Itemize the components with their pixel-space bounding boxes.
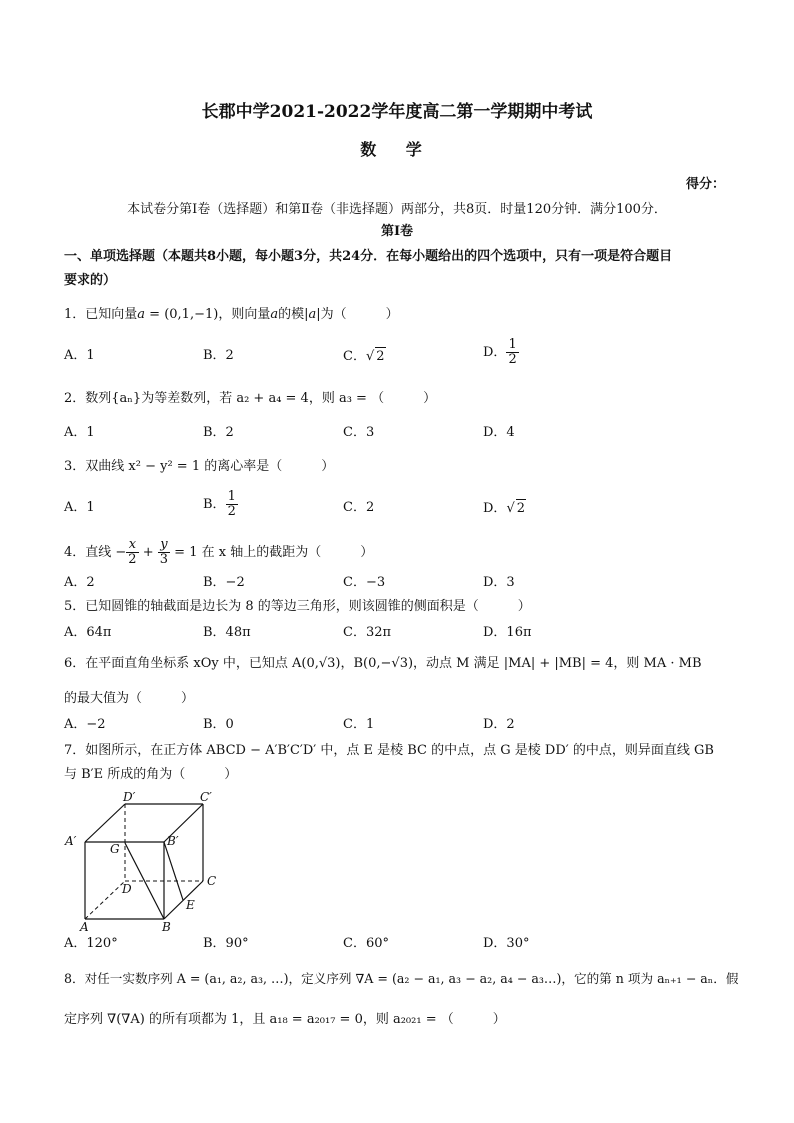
q6-option-b[interactable]: B．0 [203,717,234,732]
q1-option-d-label: D． [483,345,507,360]
q7-option-c[interactable]: C．60° [343,936,389,951]
q1-option-d[interactable] [483,338,519,367]
q6-option-c[interactable]: C．1 [343,717,375,732]
label-c: C [207,874,217,888]
q4-fraction-y-numerator: y [158,538,170,553]
q3-option-b-label: B． [203,497,226,512]
q1-equation: = (0,1,−1)，则向量 [145,307,271,322]
q1-vector-a: a [137,307,146,322]
q5-option-b[interactable]: B．48π [203,625,251,640]
question-8-line2: 定序列 ∇(∇A) 的所有项都为 1，且 a₁₈ = a₂₀₁₇ = 0，则 a₂₀₂₁ = （ ） [64,1012,506,1027]
q4-fraction-y-denominator: 3 [159,552,169,567]
question-7-line2: 与 B′E 所成的角为（ ） [64,767,238,782]
label-c1: C′ [200,790,212,804]
q5-option-c[interactable]: C．32π [343,625,392,640]
q4-option-c[interactable]: C．−3 [343,575,386,590]
segment-g-b [125,843,164,919]
q4-fraction-x [126,538,138,567]
q1-option-c-label: C． [343,349,366,364]
question-4 [64,538,373,567]
question-3: 3．双曲线 x² − y² = 1 的离心率是（ ） [64,459,335,474]
q3-option-b-fraction [226,490,238,519]
section-heading-line1: 一、单项选择题（本题共8小题，每小题3分，共24分．在每小题给出的四个选项中，只有一项是符合题目 [64,249,673,264]
question-2: 2．数列{aₙ}为等差数列，若 a₂ + a₄ = 4，则 a₃ = （ ） [64,391,437,406]
label-g: G [110,842,120,856]
edge-a-d-hidden [85,881,125,919]
label-a: A [80,920,89,932]
q5-option-a[interactable]: A．64π [64,625,112,640]
q3-option-d-label: D． [483,501,507,516]
question-7-line1: 7．如图所示，在正方体 ABCD − A′B′C′D′ 中，点 E 是棱 BC 的中点，点 G 是棱 DD′ 的中点，则异面直线 GB [64,743,714,758]
q1-option-d-fraction [506,338,518,367]
q2-option-c[interactable]: C．3 [343,425,375,440]
q3-option-b-denominator: 2 [227,504,236,519]
edge-a1-d1 [85,804,125,842]
cube-figure [60,787,230,932]
q3-option-a[interactable]: A．1 [64,500,95,515]
q2-option-a[interactable]: A．1 [64,425,95,440]
question-8-line1: 8．对任一实数序列 A = (a₁, a₂, a₃, …)，定义序列 ∇A = (a₂ − a₁, a₃ − a₂, a₄ − a₃…)，它的第 n 项为 aₙ₊₁ − aₙ．假 [64,971,739,986]
exam-title: 长郡中学2021-2022学年度高二第一学期期中考试 [201,102,593,122]
q1-abs: |a| [304,307,321,322]
label-e: E [186,898,195,912]
question-1 [64,306,399,324]
q4-option-d[interactable]: D．3 [483,575,515,590]
segment-b1-e [164,842,183,900]
q4-fraction-x-denominator: 2 [128,552,137,567]
volume-label: 第Ⅰ卷 [380,224,414,239]
q3-option-b[interactable] [203,490,238,519]
q7-option-b[interactable]: B．90° [203,936,249,951]
edge-b-c [164,881,203,919]
q2-option-b[interactable]: B．2 [203,425,234,440]
q7-option-a[interactable]: A．120° [64,936,118,951]
label-d: D [122,882,132,896]
q4-fraction-y [158,538,170,567]
q1-option-b[interactable]: B．2 [203,348,234,363]
question-5: 5．已知圆锥的轴截面是边长为 8 的等边三角形，则该圆锥的侧面积是（ ） [64,599,531,614]
q4-plus: + [138,545,158,560]
label-a1: A′ [65,834,77,848]
q4-suffix: = 1 在 x 轴上的截距为（ ） [170,545,374,560]
q4-fraction-x-numerator: x [126,538,138,553]
q1-option-d-denominator: 2 [508,352,517,367]
q3-option-d[interactable]: D．√ 2 [483,501,526,516]
q1-option-c[interactable]: C．√ 2 [343,349,385,364]
q1-vector-a-2: a [270,307,279,322]
q4-prefix: 4．直线 − [64,545,127,560]
q3-option-c[interactable]: C．2 [343,500,375,515]
q3-option-d-radicand: 2 [516,501,526,516]
question-6-line1: 6．在平面直角坐标系 xOy 中，已知点 A(0,√3)，B(0,−√3)，动点 M 满足 |MA| + |MB| = 4，则 MA · MB [64,656,702,671]
q1-prefix: 1．已知向量 [64,307,138,322]
q1-option-d-numerator: 1 [508,337,517,352]
q2-option-d[interactable]: D．4 [483,425,515,440]
q3-option-b-numerator: 1 [227,489,236,504]
label-b: B [162,920,171,932]
q1-option-c-radicand: 2 [376,349,385,364]
section-heading-line2: 要求的） [64,273,117,288]
q1-mid: 的模 [278,307,305,322]
q4-option-a[interactable]: A．2 [64,575,95,590]
label-d1: D′ [123,790,136,804]
q4-option-b[interactable]: B．−2 [203,575,245,590]
subject-title: 数 学 [360,140,434,159]
label-b1: B′ [167,834,179,848]
q7-option-d[interactable]: D．30° [483,936,530,951]
q5-option-d[interactable]: D．16π [483,625,532,640]
q1-option-a[interactable]: A．1 [64,348,95,363]
question-6-line2: 的最大值为（ ） [64,691,195,706]
q6-option-a[interactable]: A．−2 [64,717,106,732]
q6-option-d[interactable]: D．2 [483,717,515,732]
q1-suffix: 为（ ） [320,307,399,322]
score-label: 得分： [686,177,726,192]
exam-intro: 本试卷分第Ⅰ卷（选择题）和第Ⅱ卷（非选择题）两部分，共8页．时量120分钟．满分100分． [127,202,667,217]
